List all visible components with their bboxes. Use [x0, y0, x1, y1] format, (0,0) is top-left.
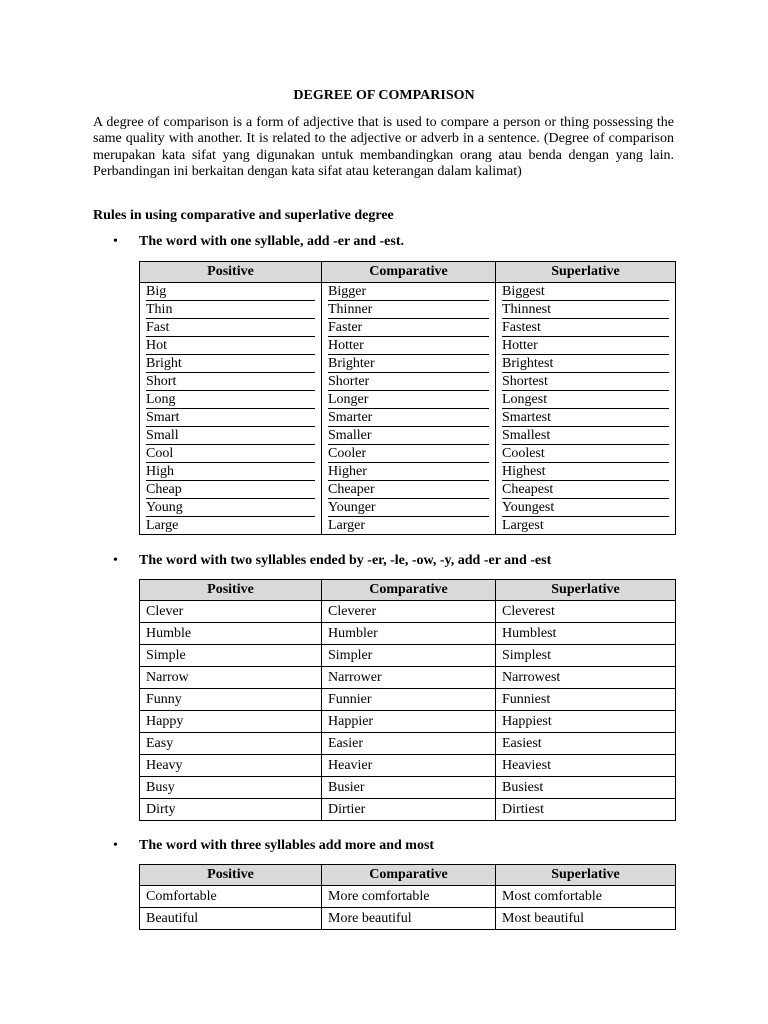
- cell-superlative: [496, 355, 676, 373]
- cell-superlative: Simplest: [496, 645, 676, 667]
- cell-comparative: [322, 445, 496, 463]
- header-comparative: Comparative: [322, 580, 496, 601]
- comparison-table-two-syllables: [139, 579, 676, 821]
- header-superlative: Superlative: [496, 580, 676, 601]
- table-row: [140, 319, 676, 337]
- cell-comparative: Happier: [322, 711, 496, 733]
- cell-comparative: Dirtier: [322, 799, 496, 821]
- cell-positive: Narrow: [140, 667, 322, 689]
- cell-positive: Humble: [140, 623, 322, 645]
- cell-text: Fastest: [502, 320, 669, 337]
- cell-text: Fast: [146, 320, 315, 337]
- table-row: [140, 667, 676, 689]
- cell-text: Young: [146, 500, 315, 517]
- cell-comparative: [322, 373, 496, 391]
- cell-text: Higher: [328, 464, 489, 481]
- cell-comparative: [322, 301, 496, 319]
- cell-positive: [140, 301, 322, 319]
- cell-text: Short: [146, 374, 315, 391]
- cell-comparative: [322, 391, 496, 409]
- intro-english: A degree of comparison is a form of adjective that is used to compare a person or thing possessing the same quality with another. It is related to the adjective or adverb in a sentence.: [93, 115, 674, 147]
- cell-text: Younger: [328, 500, 489, 517]
- cell-text: Cheaper: [328, 482, 489, 499]
- table-header-row: [140, 580, 676, 601]
- table-row: [140, 799, 676, 821]
- cell-text: Smaller: [328, 428, 489, 445]
- table-row: [140, 445, 676, 463]
- cell-positive: [140, 283, 322, 302]
- table-row: [140, 301, 676, 319]
- cell-superlative: [496, 391, 676, 409]
- cell-positive: Simple: [140, 645, 322, 667]
- cell-positive: Beautiful: [140, 908, 322, 930]
- cell-comparative: [322, 517, 496, 535]
- cell-comparative: Funnier: [322, 689, 496, 711]
- cell-positive: [140, 463, 322, 481]
- cell-text: Cool: [146, 446, 315, 463]
- header-comparative: Comparative: [322, 865, 496, 886]
- header-positive: Positive: [140, 580, 322, 601]
- cell-superlative: Humblest: [496, 623, 676, 645]
- cell-text: Long: [146, 392, 315, 409]
- cell-text: Youngest: [502, 500, 669, 517]
- table-row: [140, 645, 676, 667]
- cell-text: Hot: [146, 338, 315, 355]
- table-row: [140, 777, 676, 799]
- cell-positive: [140, 517, 322, 535]
- cell-superlative: Narrowest: [496, 667, 676, 689]
- cell-positive: [140, 499, 322, 517]
- cell-positive: Funny: [140, 689, 322, 711]
- cell-positive: Heavy: [140, 755, 322, 777]
- cell-text: Hotter: [502, 338, 669, 355]
- cell-positive: Dirty: [140, 799, 322, 821]
- cell-text: Big: [146, 284, 315, 301]
- cell-text: Shorter: [328, 374, 489, 391]
- cell-comparative: Busier: [322, 777, 496, 799]
- bullet-icon: •: [113, 553, 118, 568]
- cell-text: Longest: [502, 392, 669, 409]
- cell-superlative: Most beautiful: [496, 908, 676, 930]
- cell-superlative: [496, 409, 676, 427]
- table-header-row: [140, 262, 676, 283]
- table-row: [140, 373, 676, 391]
- cell-text: Thinner: [328, 302, 489, 319]
- table-row: [140, 733, 676, 755]
- table-row: [140, 755, 676, 777]
- cell-text: Coolest: [502, 446, 669, 463]
- cell-superlative: Happiest: [496, 711, 676, 733]
- cell-comparative: [322, 499, 496, 517]
- cell-superlative: [496, 427, 676, 445]
- cell-superlative: [496, 319, 676, 337]
- cell-comparative: [322, 463, 496, 481]
- cell-positive: Clever: [140, 601, 322, 623]
- cell-superlative: [496, 499, 676, 517]
- table-row: [140, 427, 676, 445]
- cell-superlative: Easiest: [496, 733, 676, 755]
- header-positive: Positive: [140, 262, 322, 283]
- cell-text: Brightest: [502, 356, 669, 373]
- cell-text: Larger: [328, 518, 366, 534]
- cell-text: Largest: [502, 518, 544, 534]
- cell-positive: [140, 427, 322, 445]
- rule-text: The word with one syllable, add -er and -est.: [139, 234, 404, 249]
- cell-text: Thinnest: [502, 302, 669, 319]
- cell-comparative: More beautiful: [322, 908, 496, 930]
- cell-superlative: [496, 445, 676, 463]
- cell-positive: [140, 319, 322, 337]
- cell-superlative: [496, 373, 676, 391]
- cell-superlative: [496, 463, 676, 481]
- cell-comparative: [322, 409, 496, 427]
- cell-comparative: Cleverer: [322, 601, 496, 623]
- cell-positive: [140, 445, 322, 463]
- cell-text: Smart: [146, 410, 315, 427]
- cell-comparative: [322, 319, 496, 337]
- cell-text: Bigger: [328, 284, 489, 301]
- cell-superlative: Funniest: [496, 689, 676, 711]
- cell-text: Cooler: [328, 446, 489, 463]
- cell-text: Faster: [328, 320, 489, 337]
- cell-positive: Busy: [140, 777, 322, 799]
- cell-superlative: Busiest: [496, 777, 676, 799]
- cell-text: Shortest: [502, 374, 669, 391]
- cell-comparative: More comfortable: [322, 886, 496, 908]
- cell-positive: [140, 355, 322, 373]
- header-superlative: Superlative: [496, 262, 676, 283]
- cell-text: Smartest: [502, 410, 669, 427]
- table-row: [140, 463, 676, 481]
- cell-positive: [140, 373, 322, 391]
- cell-positive: Comfortable: [140, 886, 322, 908]
- cell-text: Smallest: [502, 428, 669, 445]
- table-body: [140, 886, 676, 930]
- table-row: [140, 711, 676, 733]
- cell-text: Cheapest: [502, 482, 669, 499]
- cell-text: Small: [146, 428, 315, 445]
- cell-comparative: Humbler: [322, 623, 496, 645]
- cell-superlative: [496, 337, 676, 355]
- cell-superlative: Cleverest: [496, 601, 676, 623]
- cell-comparative: [322, 427, 496, 445]
- table-body: [140, 601, 676, 821]
- comparison-table-three-syllables: [139, 864, 676, 930]
- table-row: [140, 689, 676, 711]
- table-row: [140, 517, 676, 535]
- table-header-row: [140, 865, 676, 886]
- cell-text: Thin: [146, 302, 315, 319]
- cell-comparative: [322, 337, 496, 355]
- cell-comparative: Heavier: [322, 755, 496, 777]
- cell-text: Highest: [502, 464, 669, 481]
- bullet-icon: •: [113, 838, 118, 853]
- cell-superlative: [496, 517, 676, 535]
- cell-comparative: [322, 481, 496, 499]
- cell-superlative: Heaviest: [496, 755, 676, 777]
- table-row: [140, 908, 676, 930]
- table-row: [140, 623, 676, 645]
- cell-comparative: Simpler: [322, 645, 496, 667]
- cell-positive: [140, 391, 322, 409]
- header-superlative: Superlative: [496, 865, 676, 886]
- cell-positive: Easy: [140, 733, 322, 755]
- cell-text: Bright: [146, 356, 315, 373]
- cell-text: Large: [146, 518, 179, 534]
- intro-malay: (Degree of comparison merupakan kata sifat yang digunakan untuk membandingkan orang atau benda dengan yang lain. Perbandingan ini berkaitan dengan kata sifat atau keterangan dalam kalimat): [93, 131, 674, 180]
- table-row: [140, 283, 676, 302]
- table-row: [140, 886, 676, 908]
- cell-text: Hotter: [328, 338, 489, 355]
- cell-superlative: Dirtiest: [496, 799, 676, 821]
- rule-text: The word with two syllables ended by -er, -le, -ow, -y, add -er and -est: [139, 553, 552, 568]
- cell-positive: [140, 409, 322, 427]
- cell-text: Longer: [328, 392, 489, 409]
- cell-comparative: [322, 283, 496, 302]
- cell-comparative: [322, 355, 496, 373]
- cell-text: Smarter: [328, 410, 489, 427]
- intro-paragraph: [93, 115, 674, 181]
- cell-superlative: Most comfortable: [496, 886, 676, 908]
- header-comparative: Comparative: [322, 262, 496, 283]
- table-row: [140, 481, 676, 499]
- cell-positive: [140, 337, 322, 355]
- cell-text: Biggest: [502, 284, 669, 301]
- cell-comparative: Narrower: [322, 667, 496, 689]
- bullet-icon: •: [113, 234, 118, 249]
- comparison-table-one-syllable: [139, 261, 676, 535]
- table-body: [140, 283, 676, 535]
- cell-comparative: Easier: [322, 733, 496, 755]
- table-row: [140, 391, 676, 409]
- table-row: [140, 355, 676, 373]
- cell-superlative: [496, 301, 676, 319]
- cell-superlative: [496, 283, 676, 302]
- page-title: DEGREE OF COMPARISON: [293, 88, 475, 103]
- cell-superlative: [496, 481, 676, 499]
- table-row: [140, 601, 676, 623]
- header-positive: Positive: [140, 865, 322, 886]
- cell-positive: Happy: [140, 711, 322, 733]
- table-row: [140, 409, 676, 427]
- cell-text: High: [146, 464, 315, 481]
- rules-heading: Rules in using comparative and superlative degree: [93, 208, 394, 223]
- cell-positive: [140, 481, 322, 499]
- cell-text: Cheap: [146, 482, 315, 499]
- table-row: [140, 337, 676, 355]
- cell-text: Brighter: [328, 356, 489, 373]
- rule-text: The word with three syllables add more and most: [139, 838, 435, 853]
- table-row: [140, 499, 676, 517]
